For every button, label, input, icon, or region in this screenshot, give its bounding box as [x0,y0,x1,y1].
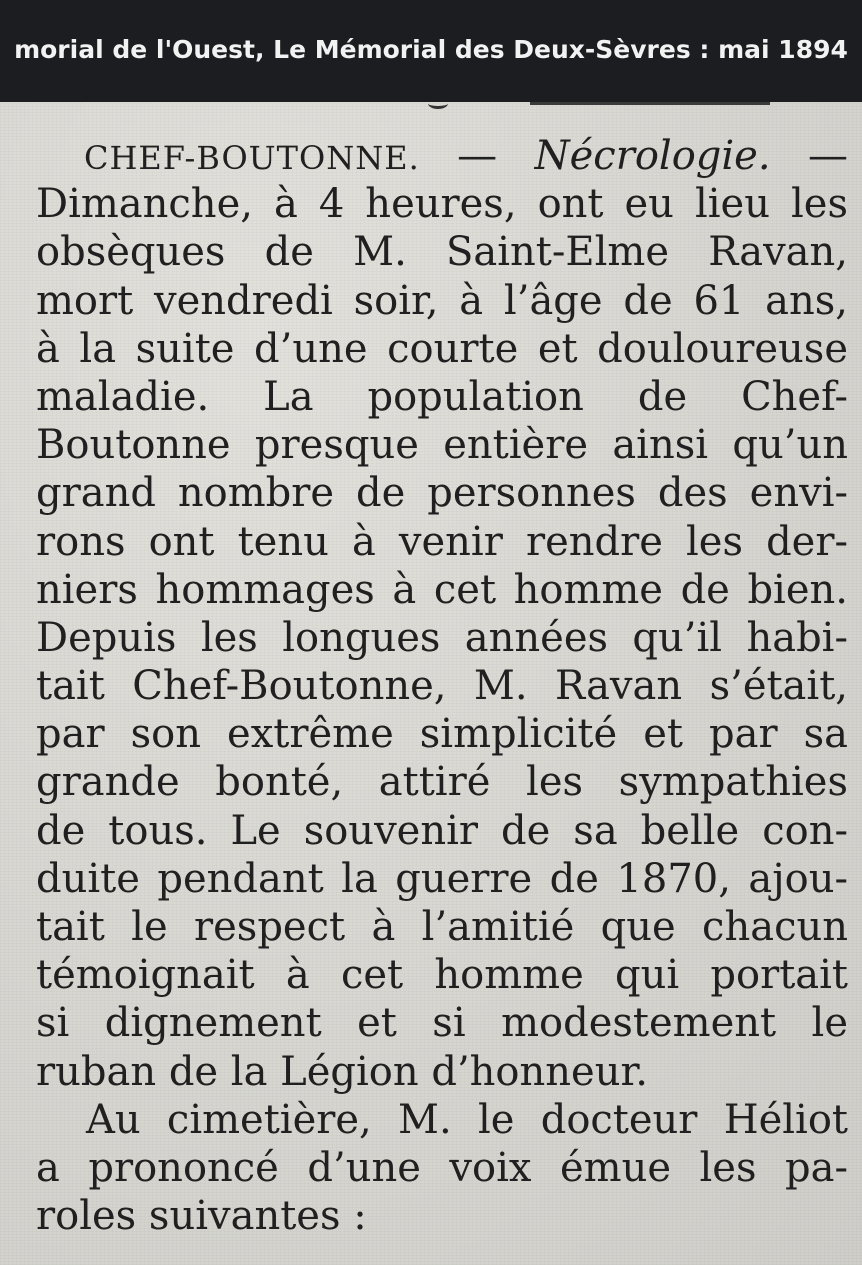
text-line: à la suite d’une courte et douloureuse [36,325,848,372]
text-line: par son extrême simplicité et par sa [36,711,848,758]
column-rule [530,102,770,105]
heading-section: Nécrologie. [534,133,771,179]
text-line: obsèques de M. Saint-Elme Ravan, [36,229,848,276]
paragraph-1 [36,180,848,1096]
newspaper-clipping [0,102,862,1265]
article-body [36,132,848,1240]
text-line: duite pendant la guerre de 1870, ajou- [36,855,848,902]
text-line: ruban de la Légion d’honneur. [36,1048,648,1095]
text-line: Au cimetière, M. le docteur Héliot [86,1096,848,1143]
text-line: rons ont tenu à venir rendre les der- [36,518,848,565]
heading-trail: — [770,133,848,179]
text-line: tait le respect à l’amitié que chacun [36,904,848,950]
text-line: niers hommages à cet homme de bien. [36,566,848,613]
text-line: Depuis les longues années qu’il habi- [36,614,848,661]
text-line: maladie. La population de Chef- [36,373,848,420]
text-line: de tous. Le souvenir de sa belle con- [36,807,848,854]
heading-place: CHEF-BOUTONNE. [84,139,420,177]
text-line: grande bonté, attiré les sympathies [36,759,848,806]
text-line: a prononcé d’une voix émue les pa- [36,1144,848,1191]
article-heading [36,132,848,180]
heading-separator: — [419,133,535,179]
text-line: témoignait à cet homme qui portait [36,952,848,999]
text-line: tait Chef-Boutonne, M. Ravan s’était, [36,663,848,710]
paragraph-2 [36,1096,848,1241]
title-bar [0,0,862,102]
print-mark [428,102,448,109]
text-line: Boutonne presque entière ainsi qu’un [36,422,848,469]
text-line: roles suivantes : [36,1193,367,1240]
text-line: grand nombre de personnes des envi- [36,470,848,517]
text-line: si dignement et si modestement le [36,1000,848,1047]
text-line: Dimanche, à 4 heures, ont eu lieu les [36,181,848,228]
text-line: mort vendredi soir, à l’âge de 61 ans, [36,277,848,324]
document-title: morial de l'Ouest, Le Mémorial des Deux-Sèvres : mai 1894 [14,34,848,64]
